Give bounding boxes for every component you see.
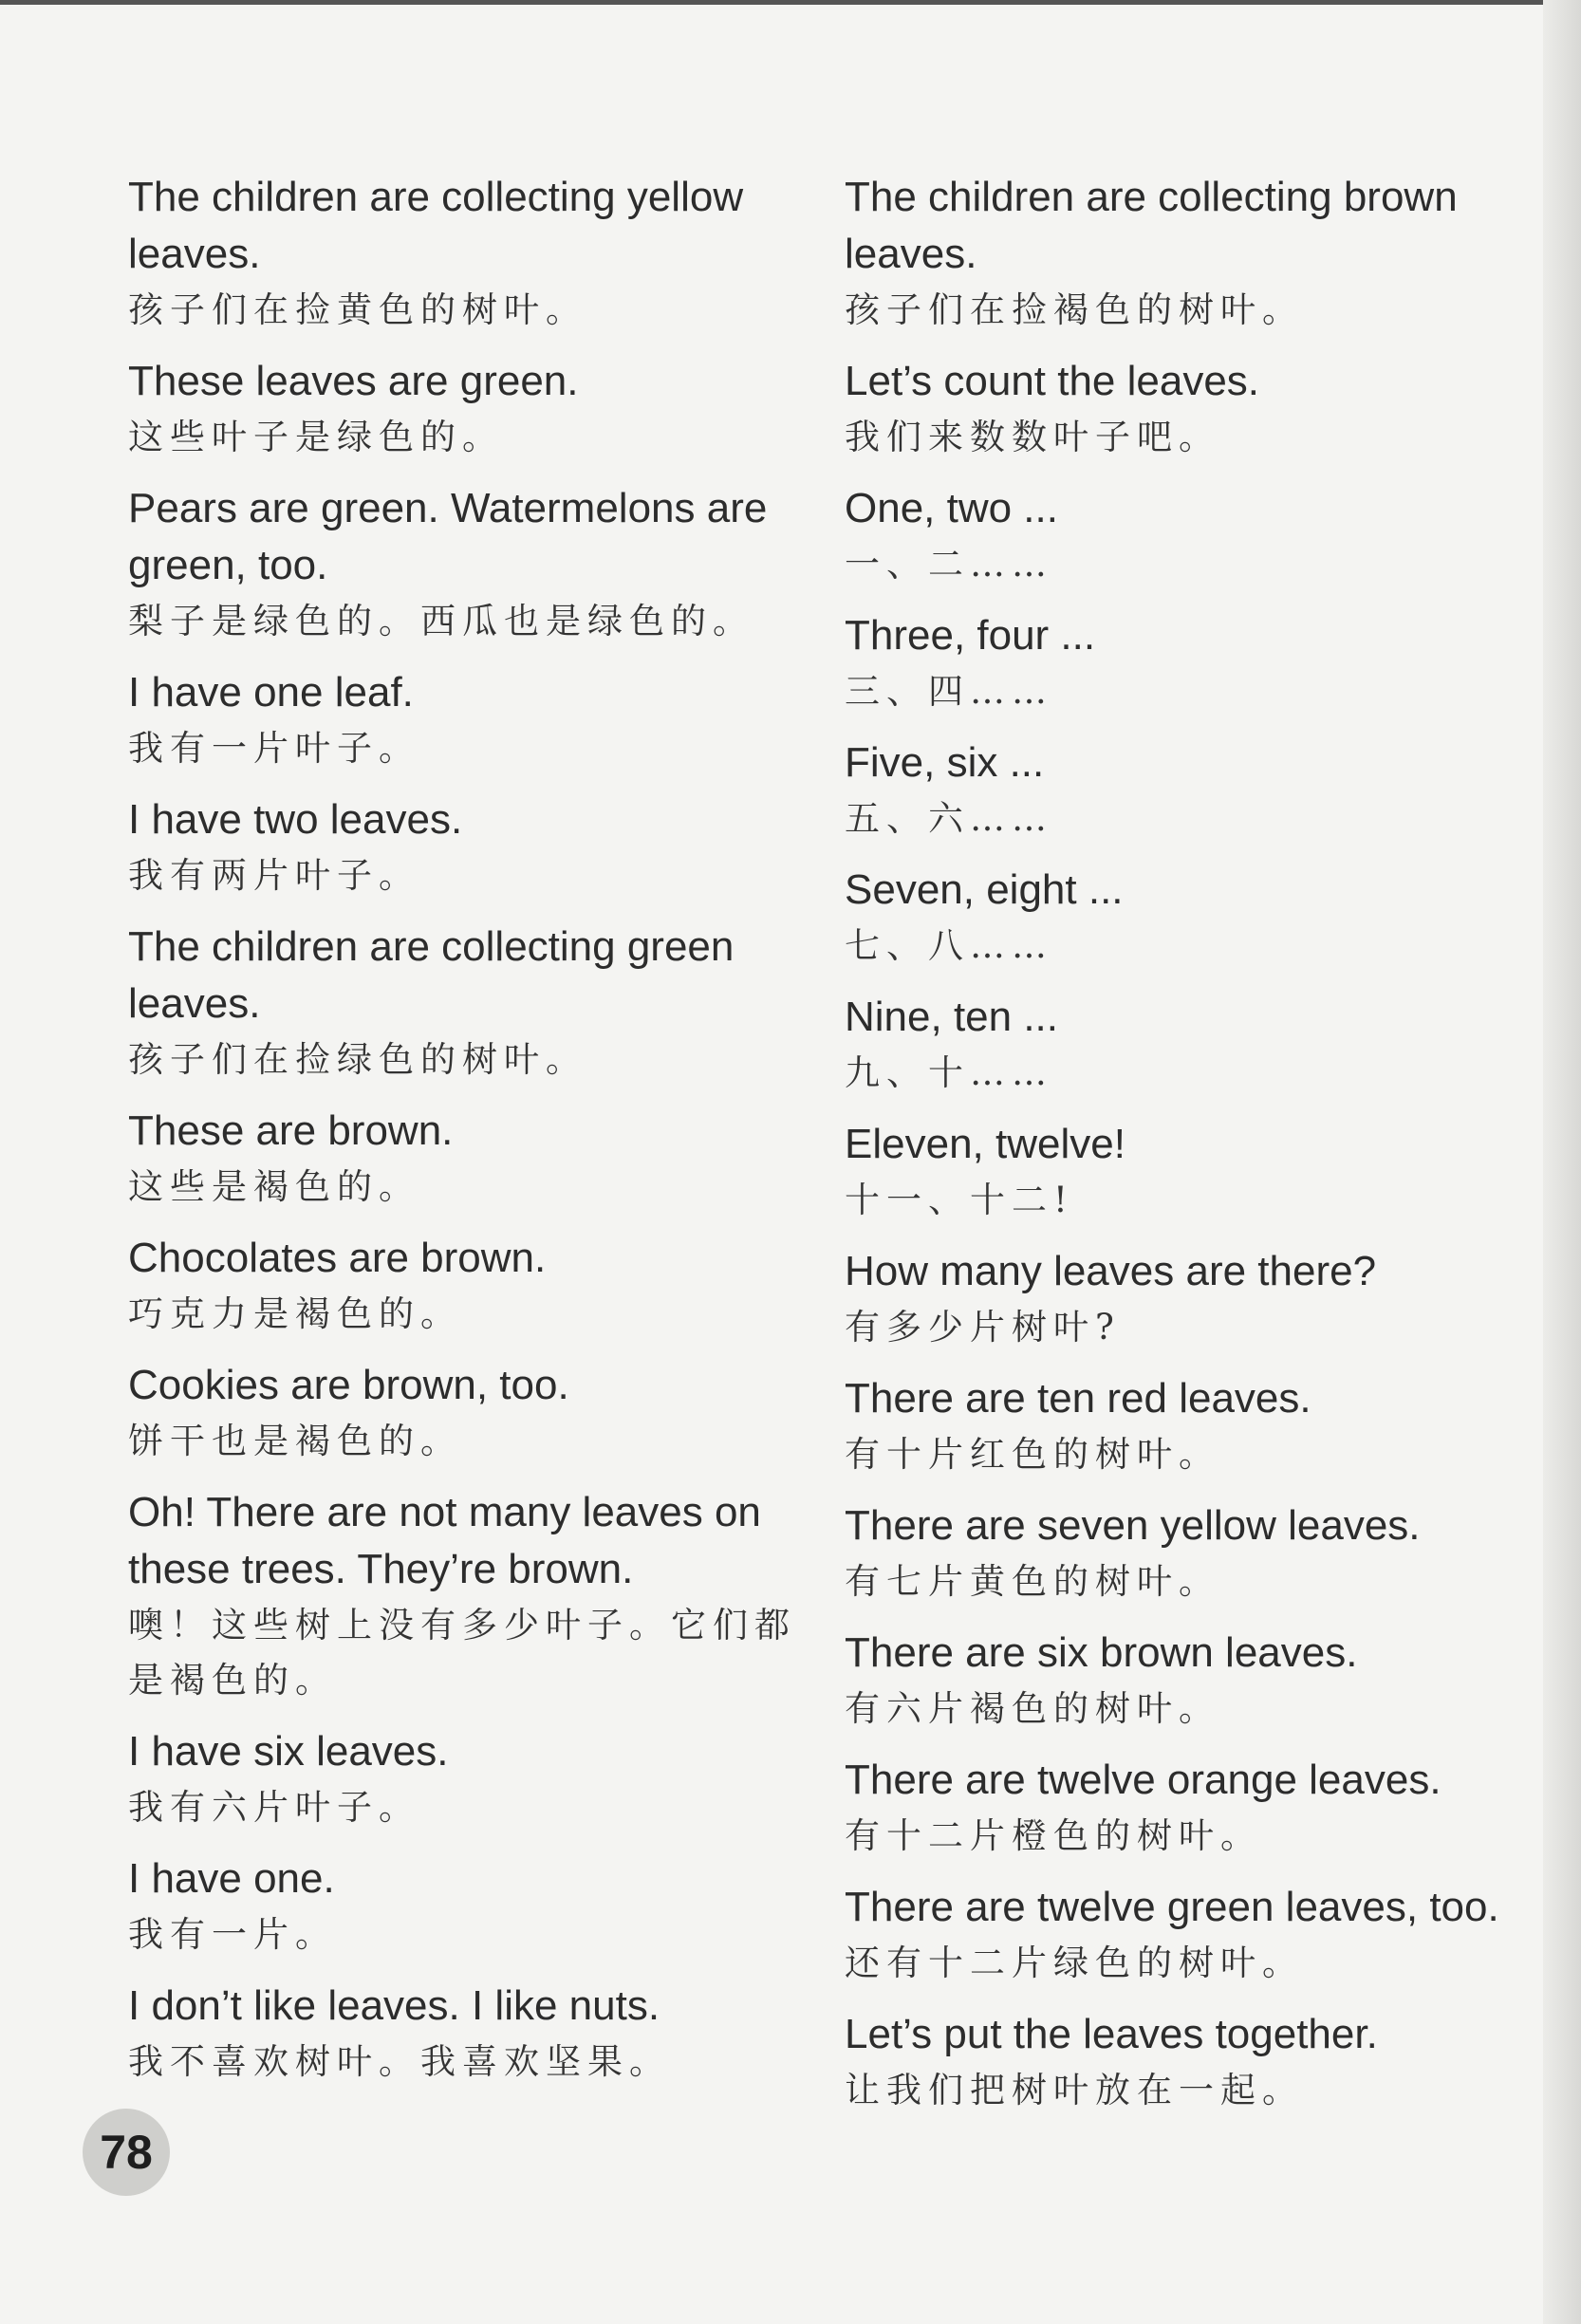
- english-sentence: The children are collecting brown leaves.: [845, 174, 1458, 277]
- english-sentence: These leaves are green.: [128, 358, 579, 404]
- chinese-translation: 有十片红色的树叶。: [845, 1434, 1220, 1475]
- english-sentence: There are seven yellow leaves.: [845, 1502, 1421, 1549]
- chinese-translation: 有六片褐色的树叶。: [845, 1688, 1220, 1729]
- english-sentence: Five, six ...: [845, 739, 1045, 786]
- chinese-translation: 我有两片叶子。: [128, 855, 420, 896]
- sentence-pair: [845, 1879, 1528, 1991]
- sentence-pair: [128, 1850, 811, 1962]
- page-edge-shadow: [1543, 0, 1581, 2324]
- sentence-pair: [845, 480, 1528, 592]
- chinese-translation: 我不喜欢树叶。我喜欢坚果。: [128, 2041, 671, 2082]
- sentence-pair: [128, 1978, 811, 2090]
- sentence-pair: [128, 1103, 811, 1215]
- chinese-translation: 我有一片叶子。: [128, 728, 420, 769]
- chinese-translation: 我有六片叶子。: [128, 1787, 420, 1828]
- chinese-translation: 五、六……: [845, 798, 1053, 839]
- english-sentence: Let’s count the leaves.: [845, 358, 1260, 404]
- chinese-translation: 我们来数数叶子吧。: [845, 417, 1220, 457]
- chinese-translation: 有七片黄色的树叶。: [845, 1561, 1220, 1602]
- sentence-pair: [128, 1357, 811, 1469]
- sentence-pair: [845, 1370, 1528, 1482]
- sentence-pair: [845, 607, 1528, 719]
- sentence-pair: [845, 734, 1528, 846]
- chinese-translation: 孩子们在捡褐色的树叶。: [845, 289, 1304, 330]
- sentence-pair: [845, 1243, 1528, 1355]
- sentence-pair: [128, 1230, 811, 1342]
- english-sentence: One, two ...: [845, 485, 1058, 531]
- english-sentence: Cookies are brown, too.: [128, 1362, 569, 1408]
- english-sentence: Let’s put the leaves together.: [845, 2011, 1378, 2057]
- sentence-pair: [128, 919, 811, 1088]
- sentence-pair: [128, 353, 811, 465]
- english-sentence: Eleven, twelve!: [845, 1121, 1125, 1167]
- chinese-translation: 巧克力是褐色的。: [128, 1293, 462, 1334]
- chinese-translation: 一、二……: [845, 544, 1053, 585]
- english-sentence: I have one leaf.: [128, 669, 414, 716]
- chinese-translation: 我有一片。: [128, 1914, 337, 1955]
- sentence-pair: [845, 1625, 1528, 1737]
- top-rule: [0, 0, 1581, 5]
- english-sentence: The children are collecting yellow leaves.: [128, 174, 744, 277]
- chinese-translation: 孩子们在捡黄色的树叶。: [128, 289, 587, 330]
- english-sentence: How many leaves are there?: [845, 1248, 1377, 1294]
- english-sentence: There are twelve green leaves, too.: [845, 1884, 1499, 1930]
- sentence-pair: [128, 1484, 811, 1708]
- english-sentence: I have two leaves.: [128, 796, 463, 843]
- chinese-translation: 这些叶子是绿色的。: [128, 417, 504, 457]
- english-sentence: There are twelve orange leaves.: [845, 1757, 1442, 1803]
- sentence-pair: [128, 664, 811, 776]
- sentence-pair: [845, 2006, 1528, 2118]
- chinese-translation: 有十二片橙色的树叶。: [845, 1815, 1262, 1856]
- chinese-translation: 十一、十二!: [845, 1180, 1074, 1220]
- sentence-pair: [845, 353, 1528, 465]
- english-sentence: Chocolates are brown.: [128, 1235, 547, 1281]
- english-sentence: I have six leaves.: [128, 1728, 449, 1775]
- right-column: [845, 169, 1528, 2133]
- english-sentence: The children are collecting green leaves.: [128, 923, 735, 1027]
- english-sentence: Seven, eight ...: [845, 866, 1124, 913]
- english-sentence: Nine, ten ...: [845, 994, 1059, 1040]
- sentence-pair: [845, 989, 1528, 1101]
- chinese-translation: 还有十二片绿色的树叶。: [845, 1943, 1304, 1983]
- english-sentence: I don’t like leaves. I like nuts.: [128, 1982, 660, 2029]
- sentence-pair: [128, 169, 811, 338]
- sentence-pair: [845, 1752, 1528, 1864]
- english-sentence: These are brown.: [128, 1107, 454, 1154]
- page-number-badge: 78: [83, 2109, 170, 2196]
- chinese-translation: 七、八……: [845, 925, 1053, 966]
- sentence-pair: [128, 791, 811, 903]
- chinese-translation: 让我们把树叶放在一起。: [845, 2070, 1304, 2110]
- sentence-pair: [845, 169, 1528, 338]
- chinese-translation: 噢！这些树上没有多少叶子。它们都是褐色的。: [128, 1605, 796, 1701]
- english-sentence: There are six brown leaves.: [845, 1629, 1358, 1676]
- english-sentence: Pears are green. Watermelons are green, too.: [128, 485, 768, 588]
- english-sentence: There are ten red leaves.: [845, 1375, 1311, 1422]
- sentence-pair: [845, 1497, 1528, 1609]
- sentence-pair: [845, 1116, 1528, 1228]
- sentence-pair: [128, 480, 811, 649]
- left-column: [128, 169, 811, 2105]
- english-sentence: Oh! There are not many leaves on these trees. They’re brown.: [128, 1489, 761, 1592]
- chinese-translation: 有多少片树叶?: [845, 1307, 1121, 1348]
- chinese-translation: 三、四……: [845, 671, 1053, 712]
- chinese-translation: 九、十……: [845, 1052, 1053, 1093]
- chinese-translation: 梨子是绿色的。西瓜也是绿色的。: [128, 601, 754, 641]
- sentence-pair: [128, 1723, 811, 1835]
- sentence-pair: [845, 862, 1528, 974]
- chinese-translation: 孩子们在捡绿色的树叶。: [128, 1039, 587, 1080]
- chinese-translation: 饼干也是褐色的。: [128, 1421, 462, 1461]
- english-sentence: I have one.: [128, 1855, 335, 1902]
- chinese-translation: 这些是褐色的。: [128, 1166, 420, 1207]
- english-sentence: Three, four ...: [845, 612, 1096, 659]
